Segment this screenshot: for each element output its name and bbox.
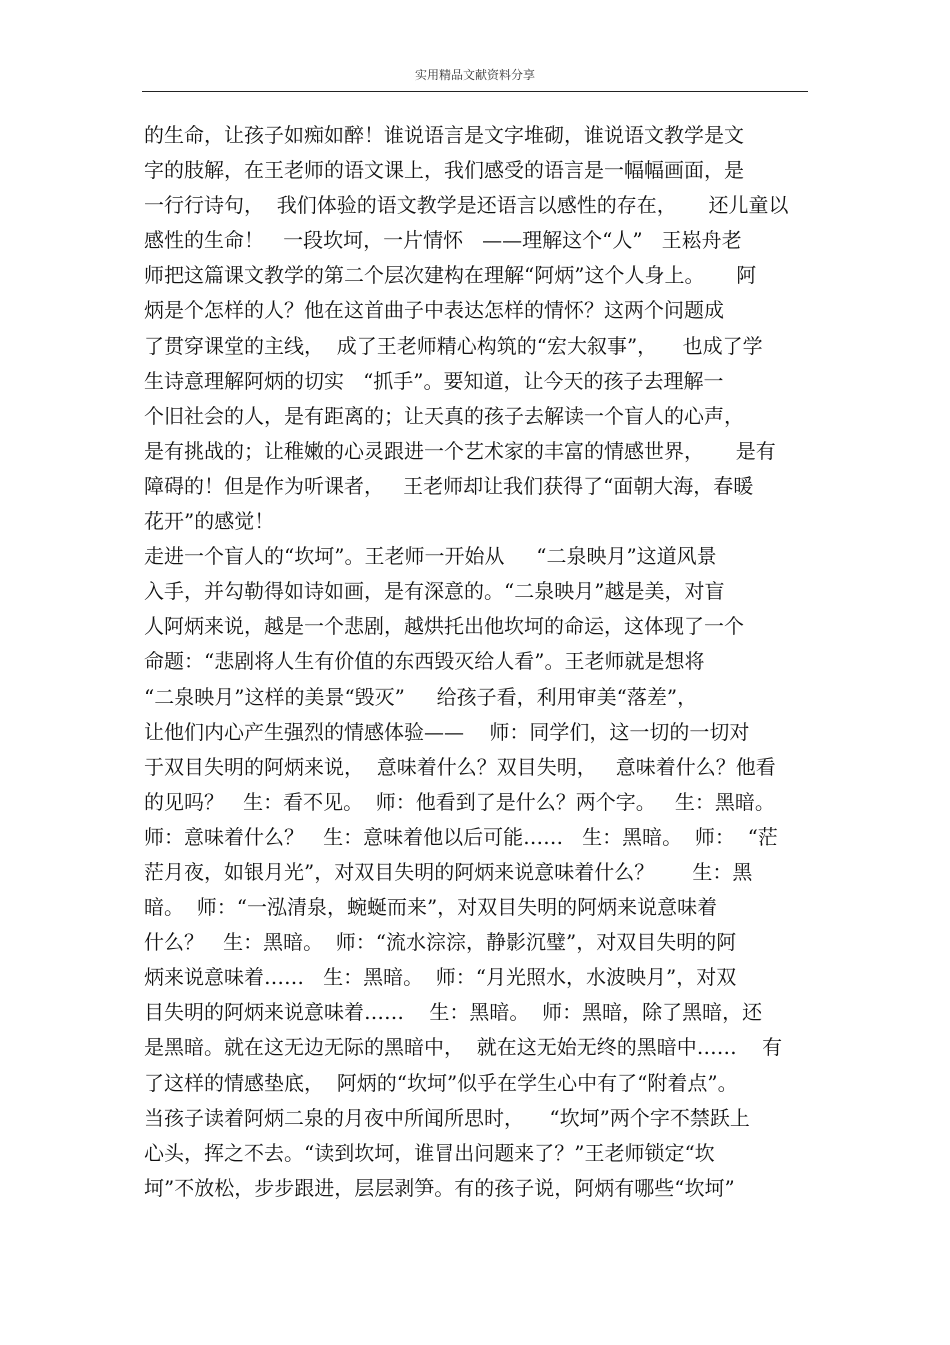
text-line: 目失明的阿炳来说意味着…… 生：黑暗。 师：黑暗，除了黑暗，还 — [144, 1000, 763, 1025]
text-line: 当孩子读着阿炳二泉的月夜中所闻所思时， “坎坷”两个字不禁跃上 — [144, 1105, 750, 1130]
text-line: 人阿炳来说，越是一个悲剧，越烘托出他坎坷的命运，这体现了一个 — [144, 614, 744, 639]
header-divider — [142, 91, 808, 92]
text-line: 个旧社会的人，是有距离的；让天真的孩子去解读一个盲人的心声， — [144, 403, 744, 428]
text-line: 字的肢解，在王老师的语文课上，我们感受的语言是一幅幅画面，是 — [144, 158, 744, 183]
text-line: 是黑暗。就在这无边无际的黑暗中， 就在这无始无终的黑暗中…… 有 — [144, 1035, 783, 1060]
text-line: 师把这篇课文教学的第二个层次建构在理解“阿炳”这个人身上。 阿 — [144, 263, 757, 288]
text-line: 了贯穿课堂的主线， 成了王老师精心构筑的“宏大叙事”， 也成了学 — [144, 333, 763, 358]
text-line: 暗。 师：“一泓清泉，蜿蜒而来”，对双目失明的阿炳来说意味着 — [144, 895, 718, 920]
text-line: 入手，并勾勒得如诗如画，是有深意的。“二泉映月”越是美，对盲 — [144, 579, 725, 604]
text-line: 命题：“悲剧将人生有价值的东西毁灭给人看”。王老师就是想将 — [144, 649, 705, 674]
page-header: 实用精品文献资料分享 — [414, 68, 535, 82]
text-line: 让他们内心产生强烈的情感体验—— 师：同学们，这一切的一切对 — [144, 719, 750, 744]
text-line: 生诗意理解阿炳的切实 “抓手”。要知道，让今天的孩子去理解一 — [144, 368, 724, 393]
text-line: “二泉映月”这样的美景“毁灭” 给孩子看，利用审美“落差”， — [144, 684, 698, 709]
text-line: 的生命，让孩子如痴如醉！谁说语言是文字堆砌，谁说语文教学是文 — [144, 123, 744, 147]
text-line: 于双目失明的阿炳来说， 意味着什么？双目失明， 意味着什么？他看 — [144, 754, 776, 779]
text-line: 什么？ 生：黑暗。 师：“流水淙淙，静影沉璧”，对双目失明的阿 — [144, 930, 737, 955]
text-line: 师：意味着什么？ 生：意味着他以后可能…… 生：黑暗。 师： “茫 — [144, 824, 778, 849]
text-line: 感性的生命！ 一段坎坷，一片情怀 ——理解这个“人” 王崧舟老 — [144, 228, 742, 253]
text-line: 走进一个盲人的“坎坷”。王老师一开始从 “二泉映月”这道风景 — [144, 544, 717, 569]
text-line: 是有挑战的；让稚嫩的心灵跟进一个艺术家的丰富的情感世界， 是有 — [144, 438, 776, 463]
text-line: 炳是个怎样的人？他在这首曲子中表达怎样的情怀？这两个问题成 — [144, 298, 724, 323]
text-line: 一行行诗句， 我们体验的语文教学是还语言以感性的存在， 还儿童以 — [144, 193, 789, 218]
text-line: 的见吗？ 生：看不见。 师：他看到了是什么？两个字。 生：黑暗。 — [144, 789, 775, 814]
text-line: 炳来说意味着…… 生：黑暗。 师：“月光照水，水波映月”，对双 — [144, 965, 737, 990]
text-line: 坷”不放松，步步跟进，层层剥笋。有的孩子说，阿炳有哪些“坎坷” — [144, 1175, 735, 1200]
text-line: 心头，挥之不去。“读到坎坷，谁冒出问题来了？”王老师锁定“坎 — [144, 1140, 715, 1165]
document-body — [144, 118, 816, 1206]
text-line: 了这样的情感垫底， 阿炳的“坎坷”似乎在学生心中有了“附着点”。 — [144, 1070, 738, 1095]
text-line: 花开”的感觉！ — [144, 509, 275, 534]
text-line: 茫月夜，如银月光”，对双目失明的阿炳来说意味着什么？ 生：黑 — [144, 859, 753, 884]
text-line: 障碍的！但是作为听课者， 王老师却让我们获得了“面朝大海，春暖 — [144, 473, 754, 498]
